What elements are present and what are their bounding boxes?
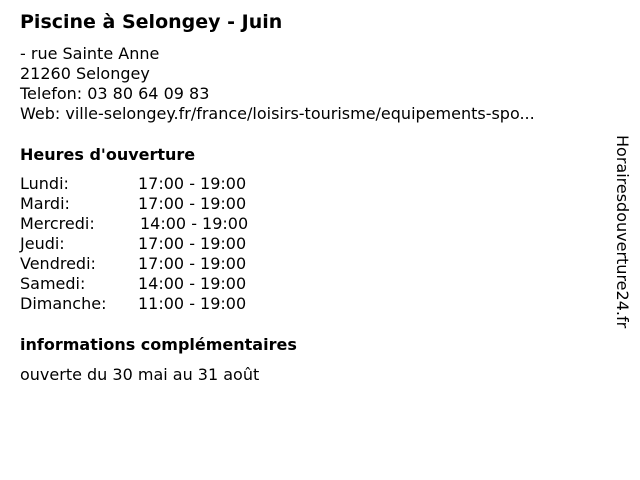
phone-number: Telefon: 03 80 64 09 83 <box>20 84 210 103</box>
day-label: Dimanche: <box>20 294 107 313</box>
day-label: Vendredi: <box>20 254 96 273</box>
day-label: Samedi: <box>20 274 86 293</box>
city-address: 21260 Selongey <box>20 64 150 83</box>
website-link[interactable]: Web: ville-selongey.fr/france/loisirs-tourisme/equipements-spo... <box>20 104 535 123</box>
info-heading: informations complémentaires <box>20 335 297 354</box>
time-range: 17:00 - 19:00 <box>138 234 247 253</box>
time-range: 17:00 - 19:00 <box>138 194 247 213</box>
time-range: 17:00 - 19:00 <box>138 174 247 193</box>
day-label: Mercredi: <box>20 214 95 233</box>
time-range: 17:00 - 19:00 <box>138 254 247 273</box>
address-block <box>20 44 535 124</box>
street-address: - rue Sainte Anne <box>20 44 160 63</box>
info-text: ouverte du 30 mai au 31 août <box>20 365 260 384</box>
day-label: Lundi: <box>20 174 69 193</box>
time-range: 11:00 - 19:00 <box>138 294 247 313</box>
hours-heading: Heures d'ouverture <box>20 145 196 164</box>
brand-watermark: Horairesdouverture24.fr <box>613 135 632 329</box>
day-label: Mardi: <box>20 194 70 213</box>
time-range: 14:00 - 19:00 <box>140 214 249 233</box>
page-title: Piscine à Selongey - Juin <box>20 11 283 33</box>
day-label: Jeudi: <box>20 234 65 253</box>
time-range: 14:00 - 19:00 <box>138 274 247 293</box>
